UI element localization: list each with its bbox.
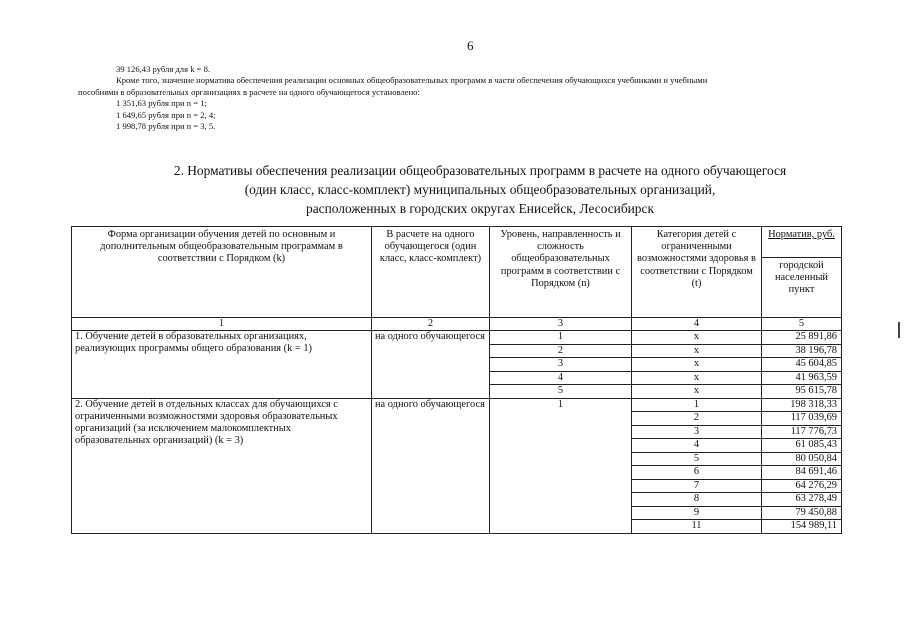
category-cell: 6 — [632, 466, 762, 480]
norm-value: 25 891,86 — [762, 331, 842, 345]
group2-per: на одного обучающегося — [372, 398, 490, 533]
intro-line: 39 126,43 рубля для k = 8. — [116, 64, 211, 74]
norm-value: 79 450,88 — [762, 506, 842, 520]
intro-text — [78, 64, 878, 132]
category-cell: 2 — [632, 412, 762, 426]
table-row — [72, 331, 842, 345]
norm-value: 80 050,84 — [762, 452, 842, 466]
norm-value: 63 278,49 — [762, 493, 842, 507]
category-cell: 3 — [632, 425, 762, 439]
rate-line: 1 351,63 рубля при n = 1; — [116, 98, 207, 109]
category-cell: х — [632, 358, 762, 372]
category-cell: 5 — [632, 452, 762, 466]
col-number: 5 — [762, 318, 842, 331]
header-form: Форма организации обучения детей по основным и дополнительным общеобразовательным программам в соответствии с Порядком (k) — [72, 227, 372, 318]
norms-table — [71, 226, 842, 534]
rate-line: 1 649,65 рубля при n = 2, 4; — [116, 109, 216, 120]
level-cell: 3 — [490, 358, 632, 372]
norm-value: 198 318,33 — [762, 398, 842, 412]
header-per: В расчете на одного обучающегося (один класс, класс-комплект) — [372, 227, 490, 318]
category-cell: х — [632, 344, 762, 358]
section-title-line: 2. Нормативы обеспечения реализации общеобразовательных программ в расчете на одного обучающегося — [173, 163, 787, 178]
rate-line: 1 998,78 рубля при n = 3, 5. — [116, 121, 216, 132]
category-cell: х — [632, 371, 762, 385]
category-cell: 8 — [632, 493, 762, 507]
group1-per: на одного обучающегося — [372, 331, 490, 399]
intro-line: Кроме того, значение норматива обеспечения реализации основных общеобразовательных программ в части обеспечения обучающихся учебниками и учебными — [116, 75, 708, 86]
norm-value: 84 691,46 — [762, 466, 842, 480]
norm-value: 154 989,11 — [762, 520, 842, 534]
level-cell: 4 — [490, 371, 632, 385]
category-cell: х — [632, 331, 762, 345]
level-cell: 2 — [490, 344, 632, 358]
norm-value: 95 615,78 — [762, 385, 842, 399]
page-number: 6 — [467, 38, 474, 53]
section-title-line: расположенных в городских округах Енисейск, Лесосибирск — [306, 201, 654, 216]
norm-value: 64 276,29 — [762, 479, 842, 493]
norm-value: 38 196,78 — [762, 344, 842, 358]
col-number: 1 — [72, 318, 372, 331]
group2-form: 2. Обучение детей в отдельных классах для обучающихся с ограниченными возможностями здоровья образовательных организаций (за исключением малокомплектных образовательных организаций) (k = 3) — [72, 398, 372, 533]
category-cell: 1 — [632, 398, 762, 412]
intro-line: пособиями в образовательных организациях в расчете на одного обучающегося установлено: — [78, 86, 420, 97]
norm-value: 45 604,85 — [762, 358, 842, 372]
category-cell: 9 — [632, 506, 762, 520]
col-number: 3 — [490, 318, 632, 331]
norm-value: 117 039,69 — [762, 412, 842, 426]
category-cell: 4 — [632, 439, 762, 453]
level-cell: 1 — [490, 331, 632, 345]
header-level: Уровень, направленность и сложность общеобразовательных программ в соответствии с Порядком (n) — [490, 227, 632, 318]
header-urban: городской населенный пункт — [762, 258, 842, 318]
scan-edge-mark — [898, 322, 900, 338]
group2-level: 1 — [490, 398, 632, 533]
level-cell: 5 — [490, 385, 632, 399]
section-title-line: (один класс, класс-комплект) муниципальных общеобразовательных организаций, — [244, 182, 716, 197]
col-number: 4 — [632, 318, 762, 331]
section-title — [120, 161, 840, 218]
category-cell: 11 — [632, 520, 762, 534]
norm-value: 117 776,73 — [762, 425, 842, 439]
norm-value: 61 085,43 — [762, 439, 842, 453]
col-number: 2 — [372, 318, 490, 331]
category-cell: 7 — [632, 479, 762, 493]
header-norm: Норматив, руб. — [762, 227, 842, 258]
norm-value: 41 963,59 — [762, 371, 842, 385]
header-category: Категория детей с ограниченными возможностями здоровья в соответствии с Порядком (t) — [632, 227, 762, 318]
group1-form: 1. Обучение детей в образовательных организациях, реализующих программы общего образования (k = 1) — [72, 331, 372, 399]
category-cell: х — [632, 385, 762, 399]
table-row — [72, 398, 842, 412]
